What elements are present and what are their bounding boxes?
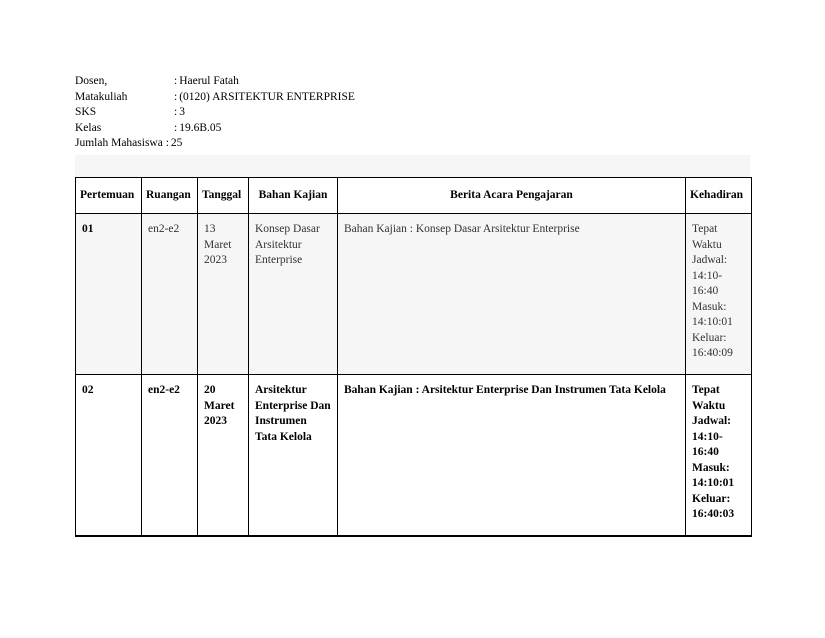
table-top-shade [75,155,750,177]
tanggal-month: Maret [204,238,232,251]
tanggal-day: 13 [204,223,216,235]
sks-separator: : [174,106,178,119]
kelas-label: Kelas [75,121,102,134]
cell-berita-acara: Bahan Kajian : Arsitektur Enterprise Dan Instrumen Tata Kelola [338,375,686,537]
cell-tanggal [198,214,249,375]
masuk-time: 14:10:01 [692,477,735,489]
cell-ruangan: en2-e2 [142,214,198,375]
col-header-kehadiran: Kehadiran [686,178,752,214]
table-header-row [76,178,752,214]
info-row-dosen [75,74,355,90]
table-row [76,375,752,537]
masuk-label: Masuk: [692,300,727,313]
status-word-1: Tepat [692,223,718,235]
jumlah-separator: : [165,137,169,150]
matakuliah-separator: : [174,90,178,103]
matakuliah-label: Matakuliah [75,90,128,103]
status-word-1: Tepat [692,384,720,396]
col-header-ruangan: Ruangan [142,178,198,214]
kelas-separator: : [174,121,178,134]
dosen-label: Dosen, [75,75,108,87]
cell-ruangan: en2-e2 [142,375,198,537]
masuk-label: Masuk: [692,461,730,474]
dosen-separator: : [174,75,178,87]
cell-bahan-kajian: Arsitektur Enterprise Dan Instrumen Tata Kelola [249,375,338,537]
jumlah-value: 25 [170,137,183,150]
cell-kehadiran [686,214,752,375]
keluar-time: 16:40:03 [692,508,735,520]
jadwal-start: 14:10- [692,269,723,282]
jadwal-end: 16:40 [692,446,719,458]
table-row [76,214,752,375]
cell-tanggal [198,375,249,537]
col-header-bahan-kajian: Bahan Kajian [249,178,338,214]
cell-pertemuan: 01 [76,214,142,375]
keluar-label: Keluar: [692,331,727,344]
col-header-pertemuan: Pertemuan [76,178,142,214]
jumlah-label: Jumlah Mahasiswa [75,137,163,150]
keluar-time: 16:40:09 [692,347,733,359]
cell-bahan-kajian: Konsep Dasar Arsitektur Enterprise [249,214,338,375]
keluar-label: Keluar: [692,492,731,505]
masuk-time: 14:10:01 [692,316,733,328]
dosen-value: Haerul Fatah [179,75,239,87]
jadwal-label: Jadwal: [692,415,731,427]
sks-label: SKS [75,106,97,119]
jadwal-start: 14:10- [692,430,723,443]
col-header-tanggal: Tanggal [198,178,249,214]
cell-kehadiran [686,375,752,537]
teaching-report-table [75,177,752,537]
tanggal-year: 2023 [204,415,227,427]
status-word-2: Waktu [692,238,722,251]
jadwal-label: Jadwal: [692,254,728,266]
course-info [75,74,355,152]
info-row-matakuliah [75,90,355,106]
matakuliah-value: (0120) ARSITEKTUR ENTERPRISE [179,90,355,103]
sks-value: 3 [179,106,185,119]
info-row-sks [75,105,355,121]
cell-pertemuan: 02 [76,375,142,537]
status-word-2: Waktu [692,399,726,412]
col-header-berita-acara: Berita Acara Pengajaran [338,178,686,214]
tanggal-year: 2023 [204,254,227,266]
info-row-jumlah [75,136,355,152]
jadwal-end: 16:40 [692,285,719,297]
tanggal-day: 20 [204,384,216,396]
tanggal-month: Maret [204,399,235,412]
cell-berita-acara: Bahan Kajian : Konsep Dasar Arsitektur Enterprise [338,214,686,375]
kelas-value: 19.6B.05 [179,121,222,134]
info-row-kelas [75,121,355,137]
